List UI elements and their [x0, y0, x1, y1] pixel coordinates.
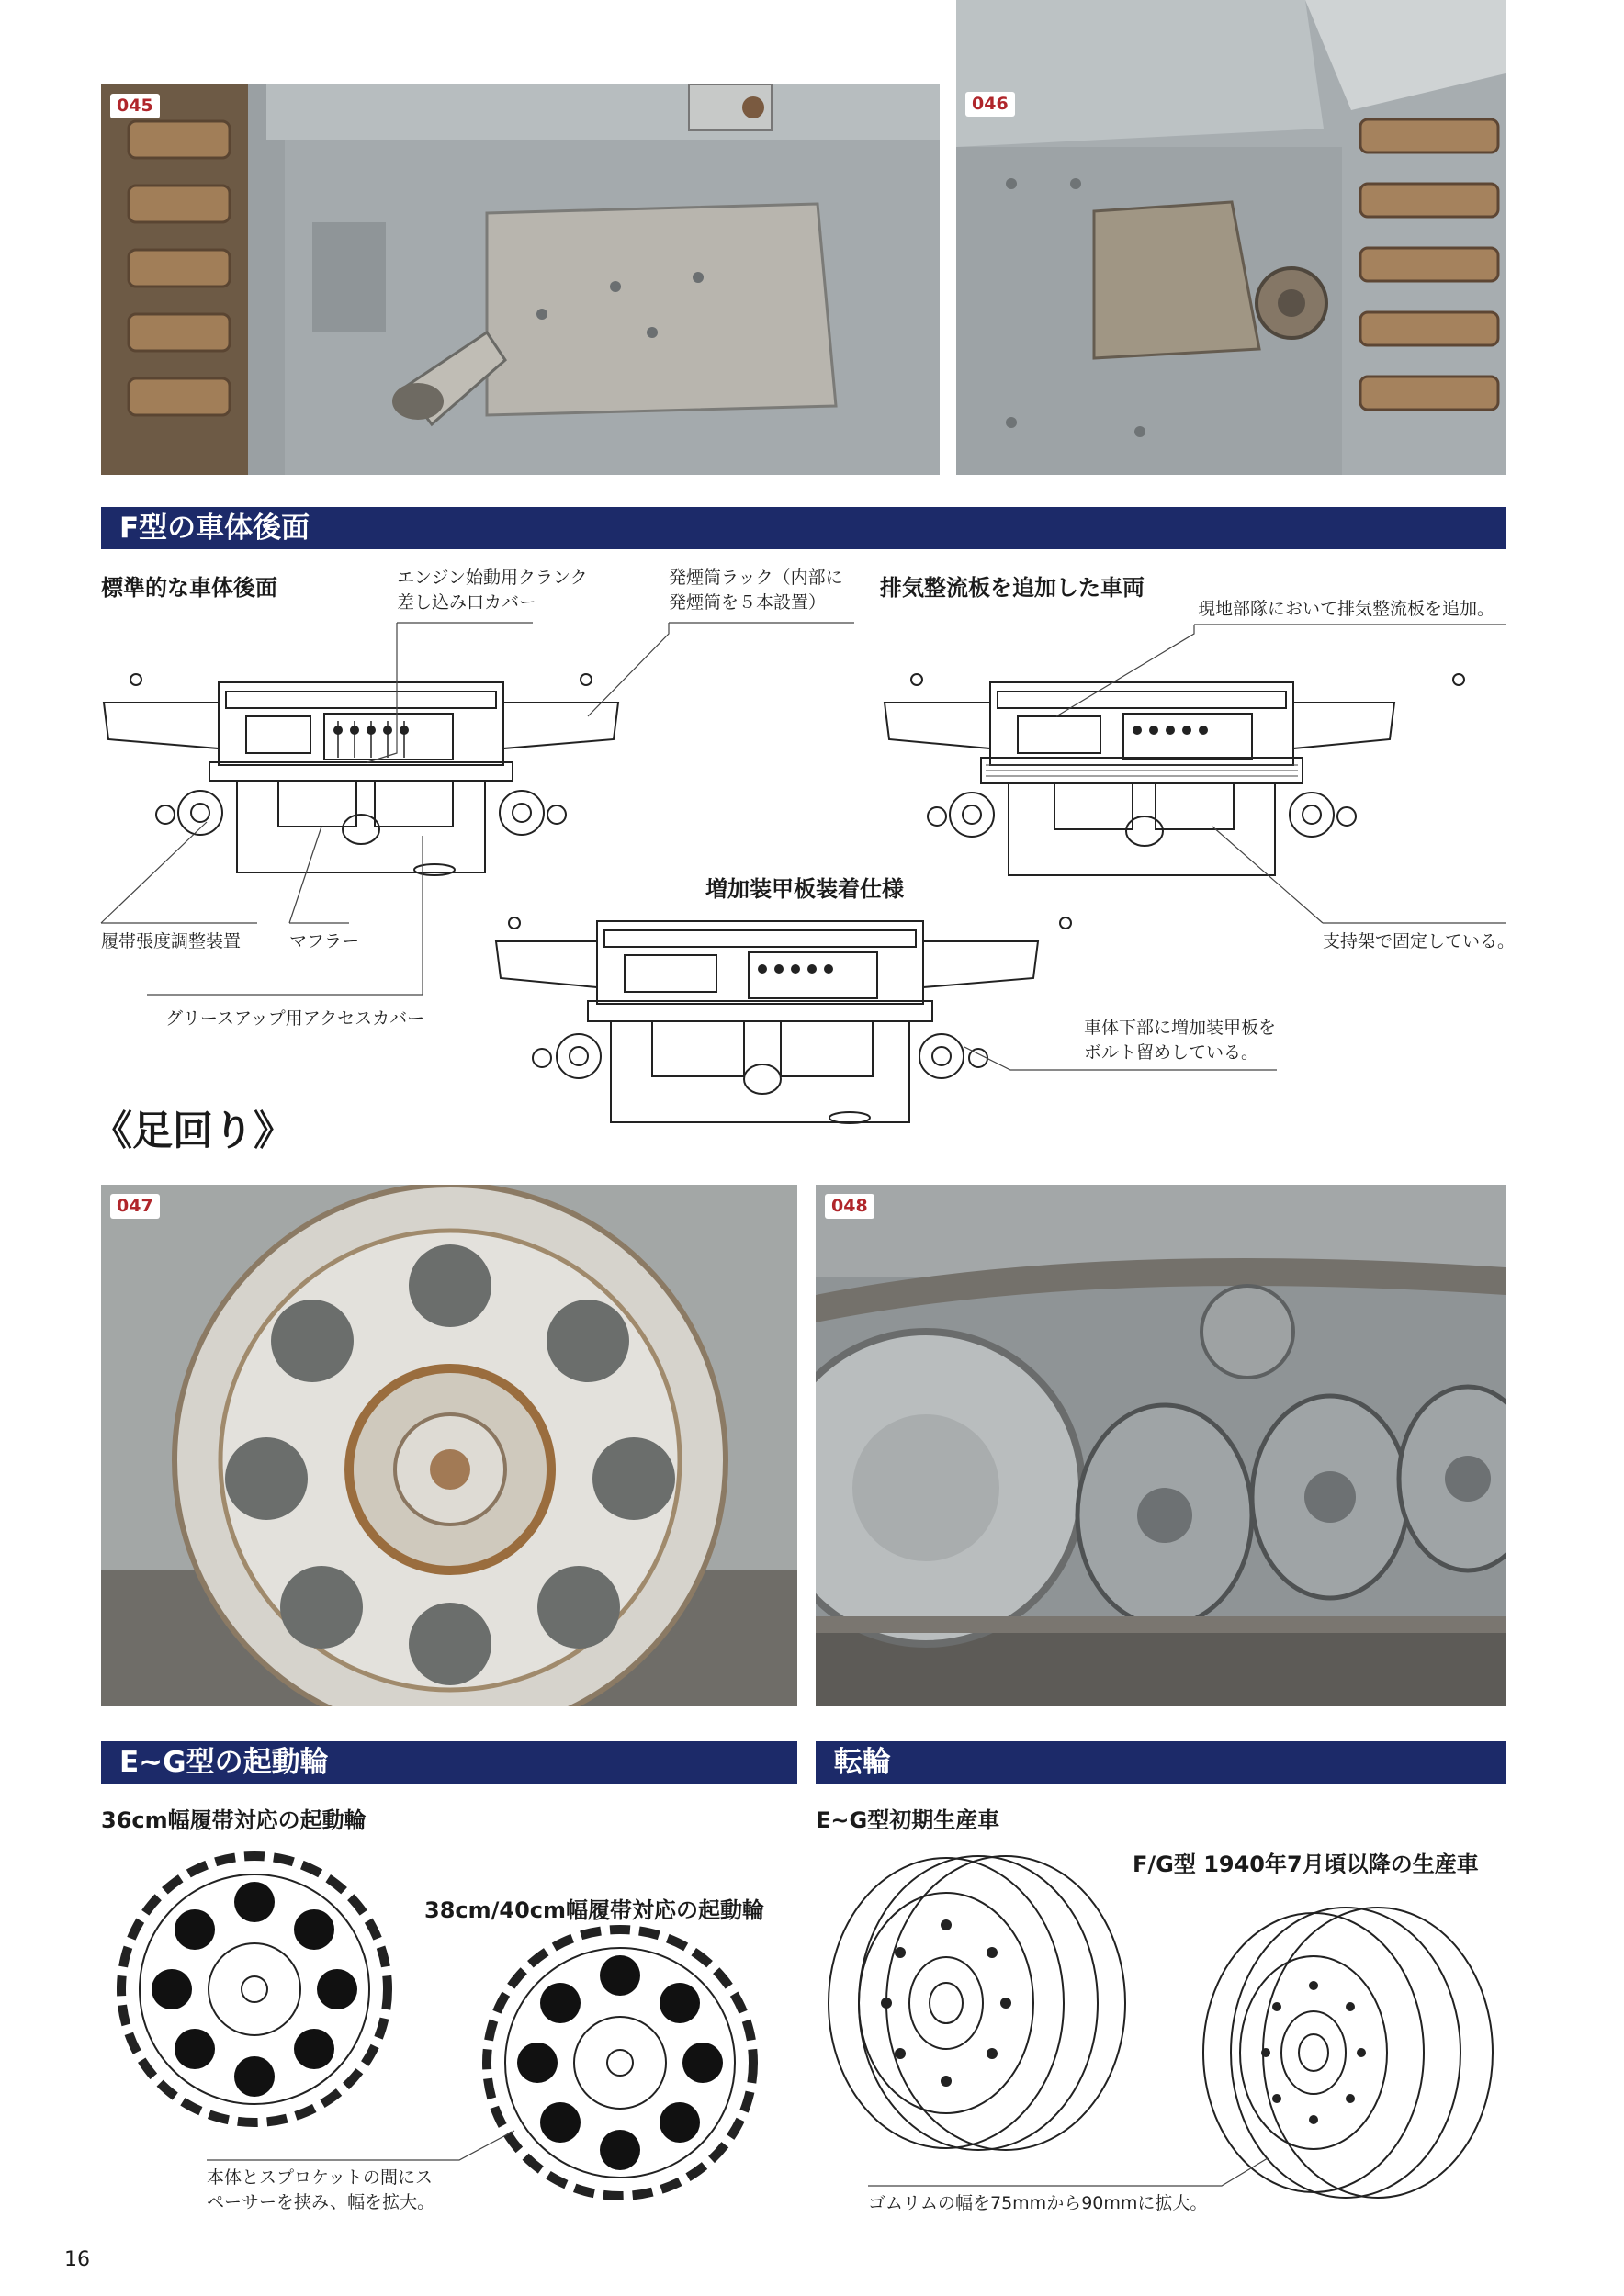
drawing-sprocket-38	[468, 1925, 772, 2200]
subheading-exhaust-deflector: 排気整流板を追加した車両	[880, 575, 1145, 601]
subheading-roadwheel-late: F/G型 1940年7月頃以降の生産車	[1133, 1851, 1479, 1877]
photo-045	[101, 84, 940, 475]
note-bolted-armor: 車体下部に増加装甲板を ボルト留めしている。	[1084, 1018, 1277, 1063]
photo-048	[816, 1185, 1506, 1706]
photo-number: 047	[110, 1194, 160, 1219]
note-spacer: 本体とスプロケットの間にス ペーサーを挟み、幅を拡大。	[207, 2167, 435, 2212]
subheading-added-armor: 増加装甲板装着仕様	[705, 876, 904, 902]
drawing-added-armor	[487, 905, 1075, 1134]
drawing-roadwheel-early	[822, 1851, 1134, 2155]
subheading-sprocket-36: 36cm幅履帯対応の起動輪	[101, 1807, 367, 1833]
drawing-exhaust-deflector	[880, 666, 1468, 886]
subheading-standard-rear: 標準的な車体後面	[101, 575, 277, 601]
section-band-sprocket: E~G型の起動輪	[101, 1741, 797, 1784]
page-number: 16	[64, 2248, 90, 2271]
drawing-roadwheel-late	[1194, 1901, 1497, 2204]
section-band-rear-hull: F型の車体後面	[101, 507, 1506, 549]
photo-047	[101, 1185, 797, 1706]
drawing-sprocket-36	[103, 1851, 406, 2127]
note-crank-cover: エンジン始動用クランク 差し込み口カバー	[397, 568, 588, 613]
photo-number: 046	[965, 92, 1015, 117]
subheading-roadwheel-early: E~G型初期生産車	[816, 1807, 1000, 1833]
note-field-added: 現地部隊において排気整流板を追加。	[1198, 599, 1495, 619]
photo-046	[956, 0, 1506, 475]
subheading-sprocket-38: 38cm/40cm幅履帯対応の起動輪	[424, 1897, 765, 1923]
note-track-tension: 履帯張度調整装置	[101, 931, 242, 951]
drawing-standard-rear	[99, 666, 623, 886]
note-muffler: マフラー	[289, 931, 360, 951]
section-band-roadwheel: 転輪	[816, 1741, 1506, 1784]
note-grease-cover: グリースアップ用アクセスカバー	[165, 1008, 425, 1029]
note-smoke-rack: 発煙筒ラック（内部に 発煙筒を５本設置）	[669, 568, 843, 613]
note-rubber-rim: ゴムリムの幅を75mmから90mmに拡大。	[868, 2193, 1208, 2213]
section-heading-running-gear: 《足回り》	[92, 1108, 294, 1154]
note-bracket: 支持架で固定している。	[1323, 931, 1516, 951]
photo-number: 048	[825, 1194, 874, 1219]
photo-number: 045	[110, 94, 160, 118]
